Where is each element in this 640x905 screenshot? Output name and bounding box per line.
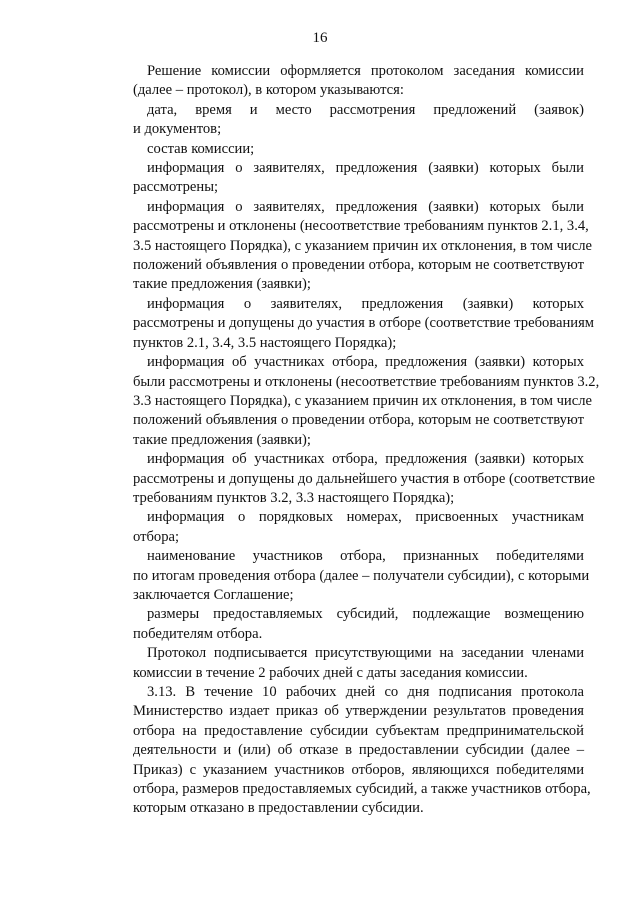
paragraph — [119, 140, 584, 159]
text-line: победителям отбора. — [133, 625, 263, 642]
text-line: Приказ) с указанием участников отборов, являющихся победителями — [133, 761, 584, 778]
text-line: положений объявления о проведении отбора, которым не соответствуют — [133, 257, 584, 274]
text-line: такие предложения (заявки); — [133, 431, 311, 448]
text-line: размеры предоставляемых субсидий, подлежащие возмещению — [147, 606, 584, 623]
text-line: 3.13. В течение 10 рабочих дней со дня подписания протокола — [147, 684, 584, 700]
paragraph — [119, 508, 584, 547]
text-line: Министерство издает приказ об утверждении результатов проведения — [133, 703, 584, 720]
text-line: рассмотрены и допущены до участия в отборе (соответствие требованиям — [133, 315, 595, 332]
paragraph — [119, 101, 584, 140]
page-number: 16 — [312, 30, 328, 46]
document-body — [119, 62, 600, 819]
text-line: рассмотрены; — [133, 179, 219, 196]
paragraph — [119, 450, 595, 508]
text-line: Протокол подписывается присутствующими на заседании членами — [147, 645, 584, 662]
paragraph — [119, 295, 595, 353]
text-line: отбора; — [133, 528, 180, 545]
paragraph — [119, 353, 600, 450]
paragraph — [119, 605, 584, 644]
text-line: дата, время и место рассмотрения предложений (заявок) — [147, 101, 584, 118]
text-line: и документов; — [133, 121, 222, 138]
text-line: отбора на предоставление субсидии субъектам предпринимательской — [133, 722, 584, 739]
text-line: информация о порядковых номерах, присвоенных участникам — [147, 509, 584, 526]
text-line: информация об участниках отбора, предложения (заявки) которых — [147, 451, 584, 468]
text-line: информация о заявителях, предложения (заявки) которых были — [147, 198, 584, 215]
paragraph — [119, 198, 592, 295]
text-line: (далее – протокол), в котором указываются: — [133, 82, 404, 99]
text-line: которым отказано в предоставлении субсидии. — [133, 800, 424, 817]
text-line: такие предложения (заявки); — [133, 276, 311, 293]
text-line: пунктов 2.1, 3.4, 3.5 настоящего Порядка); — [133, 334, 397, 351]
paragraph — [119, 159, 584, 198]
paragraph — [119, 547, 590, 605]
text-line: были рассмотрены и отклонены (несоответствие требованиям пунктов 3.2, — [133, 373, 600, 390]
text-line: состав комиссии; — [147, 140, 255, 157]
text-line: требованиям пунктов 3.2, 3.3 настоящего Порядка); — [133, 489, 455, 506]
text-line: информация об участниках отбора, предложения (заявки) которых — [147, 354, 584, 371]
text-line: Решение комиссии оформляется протоколом заседания комиссии — [147, 63, 584, 79]
text-line: по итогам проведения отбора (далее – получатели субсидии), с которыми — [133, 567, 590, 584]
text-line: 3.3 настоящего Порядка), с указанием причин их отклонения, в том числе — [133, 392, 592, 409]
text-line: отбора, размеров предоставляемых субсидий, а также участников отбора, — [133, 781, 591, 798]
text-line: положений объявления о проведении отбора, которым не соответствуют — [133, 412, 584, 429]
text-line: комиссии в течение 2 рабочих дней с даты заседания комиссии. — [133, 664, 528, 681]
text-line: информация о заявителях, предложения (заявки) которых — [147, 295, 584, 312]
text-line: деятельности и (или) об отказе в предоставлении субсидии (далее – — [133, 742, 584, 759]
text-line: 3.5 настоящего Порядка), с указанием причин их отклонения, в том числе — [133, 237, 592, 254]
paragraph — [119, 62, 584, 101]
paragraph — [119, 683, 591, 819]
text-line: рассмотрены и допущены до дальнейшего участия в отборе (соответствие — [133, 470, 595, 487]
text-line: рассмотрены и отклонены (несоответствие требованиям пунктов 2.1, 3.4, — [133, 218, 589, 235]
text-line: заключается Соглашение; — [133, 586, 294, 603]
paragraph — [119, 644, 584, 683]
text-line: наименование участников отбора, признанных победителями — [147, 548, 584, 565]
text-line: информация о заявителях, предложения (заявки) которых были — [147, 160, 584, 177]
